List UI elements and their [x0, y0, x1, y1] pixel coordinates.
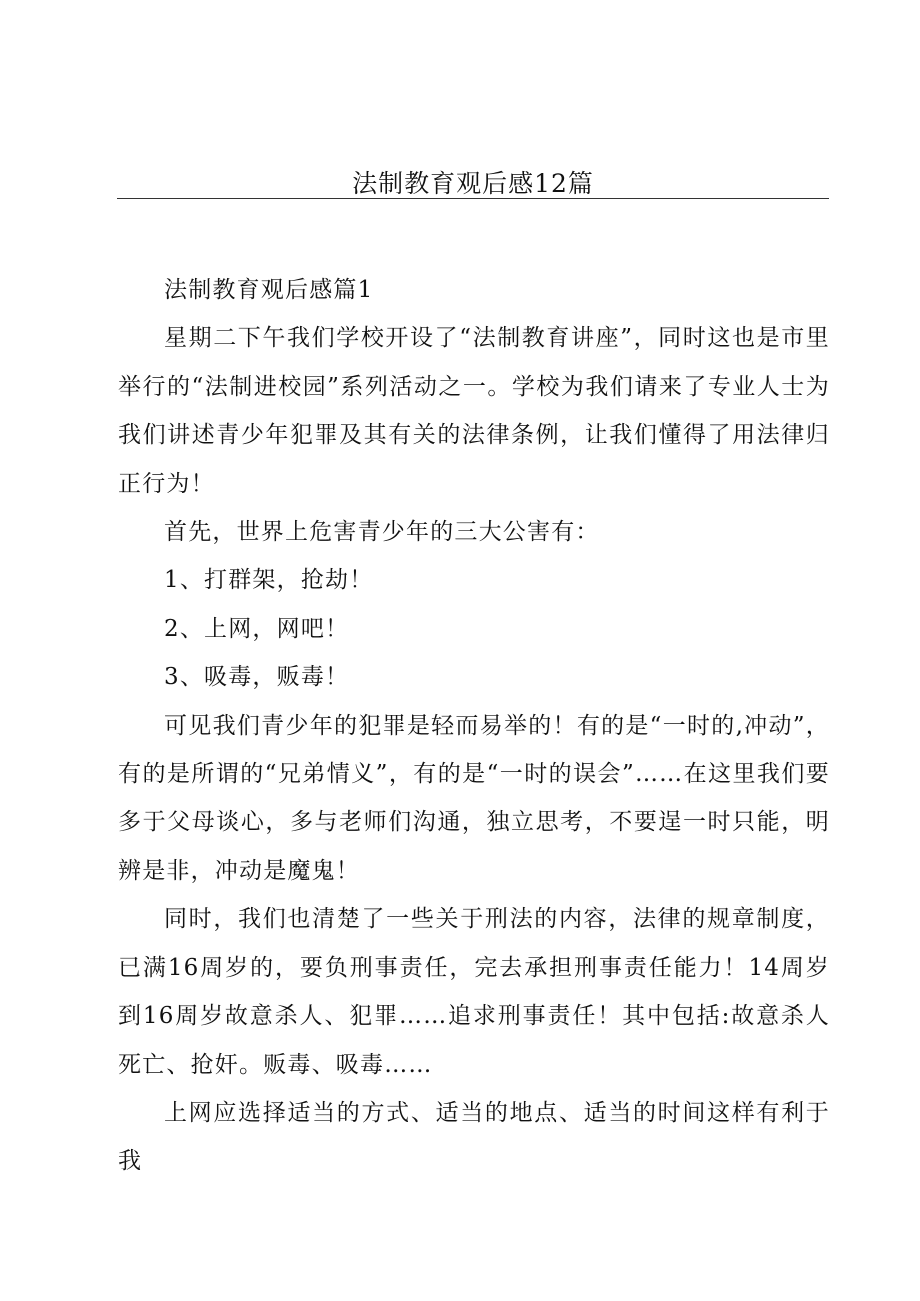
list-item-3: 3、吸毒，贩毒！	[164, 664, 350, 691]
section-heading: 法制教育观后感篇1	[164, 277, 374, 303]
document-title: 法制教育观后感12篇	[352, 169, 594, 198]
title-underline	[117, 198, 829, 199]
document-body	[118, 266, 830, 1186]
paragraph-three-harms: 首先，世界上危害青少年的三大公害有：	[164, 519, 600, 546]
list-item-1: 1、打群架，抢劫！	[164, 567, 374, 594]
paragraph-criminal-law: 同时，我们也清楚了一些关于刑法的内容，法律的规章制度，已满16周岁的，要负刑事责任，完去承担刑事责任能力！14周岁到16周岁故意杀人、犯罪……追求刑事责任！其中包括:故意杀人死亡、抢奸。贩毒、吸毒……	[118, 906, 830, 1078]
paragraph-internet-use: 上网应选择适当的方式、适当的地点、适当的时间这样有利于我	[118, 1099, 830, 1175]
paragraph-crime-causes: 可见我们青少年的犯罪是轻而易举的！有的是“一时的,冲动”，有的是所谓的“兄弟情义”，有的是“一时的误会”……在这里我们要多于父母谈心，多与老师们沟通，独立思考，不要逞一时只能，明辨是非，冲动是魔鬼！	[118, 712, 830, 884]
paragraph-intro: 星期二下午我们学校开设了“法制教育讲座”，同时这也是市里举行的“法制进校园”系列活动之一。学校为我们请来了专业人士为我们讲述青少年犯罪及其有关的法律条例，让我们懂得了用法律归正行为！	[118, 325, 830, 497]
list-item-2: 2、上网，网吧！	[164, 615, 350, 642]
